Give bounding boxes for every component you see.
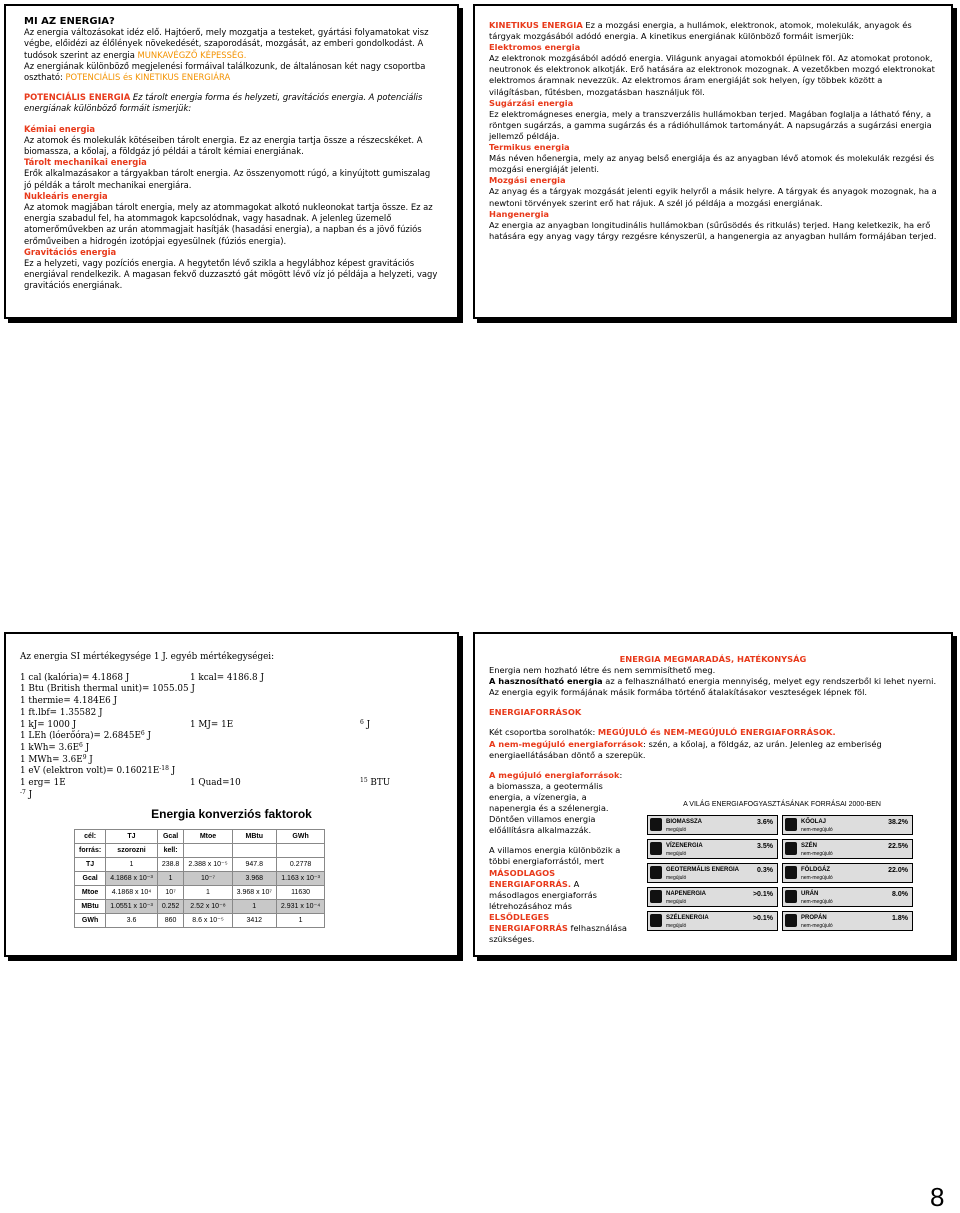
gravitational-heading: Gravitációs energia bbox=[24, 246, 117, 257]
thermal-heading: Termikus energia bbox=[489, 142, 570, 153]
table-cell: GWh bbox=[75, 914, 106, 928]
table-cell bbox=[232, 844, 276, 858]
panel-energy-sources bbox=[473, 632, 953, 957]
unit-mj: 1 MJ= 1E $^6$ J bbox=[190, 718, 371, 730]
table-row bbox=[75, 872, 325, 886]
table-cell: 1 bbox=[157, 872, 184, 886]
source-type: megújuló bbox=[666, 827, 687, 834]
table-cell: 1 bbox=[276, 914, 324, 928]
table-cell: 2.52 x 10⁻⁸ bbox=[184, 900, 232, 914]
unit-ev: 1 eV (elektron volt)= $0.16021E^{-18}$ J bbox=[20, 765, 176, 777]
chemical-heading: Kémiai energia bbox=[24, 123, 96, 134]
source-type: megújuló bbox=[666, 851, 687, 858]
table-cell: 860 bbox=[157, 914, 184, 928]
electric-text: Az elektronok mozgásából adódó energia. Világunk anyagai atomokból épülnek föl. Az atomokat protonok, neutronok és elektronok alkotják. Erő hatására az elektronok mozognak. A vezetőkben mozgó elektronokat elektromos áramnak nevezzük. Az elektromos áram energiáját sok helyen, így többek között a világításban, fűtésben, mozgatásban használjuk föl. bbox=[489, 53, 935, 97]
table-cell: Gcal bbox=[75, 872, 106, 886]
source-bar bbox=[782, 911, 913, 931]
table-cell bbox=[276, 844, 324, 858]
intro-text-2: Az energiának különböző megjelenési formáival találkozunk, de általánosan két nagy csoportba osztható: bbox=[24, 60, 426, 83]
radiation-text: Ez elektromágneses energia, mely a transzverzális hullámokban terjed. Magában foglalja a látható fény, a röntgen sugárzás, a gamma sugárzás és a rádióhullámok tartományát. A napsugárzás a sugárzási energia jellemző példája. bbox=[489, 108, 932, 141]
source-type: nem-megújuló bbox=[801, 875, 833, 882]
potential-paragraph bbox=[24, 92, 439, 114]
intro-text: Az energia változásokat idéz elő. Hajtóerő, mely mozgatja a testeket, gyártási folyamatokat visz végbe, előidézi az élőlények növekedését, szaporodását, mozgását, az emberi gondolkodást. A tudósok szerint az energia bbox=[24, 27, 429, 60]
source-bar bbox=[647, 887, 778, 907]
source-name: SZÉN bbox=[801, 843, 818, 850]
thermal-text: Más néven hőenergia, mely az anyag belső energiája és az anyagban lévő atomok és molekulák rezgési és mozgási energiáját jelenti. bbox=[489, 153, 935, 175]
table-row bbox=[75, 886, 325, 900]
table-cell: 1 bbox=[232, 900, 276, 914]
source-icon bbox=[650, 818, 662, 831]
two-groups-text: Két csoportba sorolhatók: MEGÚJULÓ és NEM-MEGÚJULÓ ENERGIAFORRÁSOK. bbox=[489, 727, 836, 738]
source-type: nem-megújuló bbox=[801, 827, 833, 834]
table-cell: 10⁷ bbox=[157, 886, 184, 900]
table-cell: Gcal bbox=[157, 830, 184, 844]
nuclear-heading: Nukleáris energia bbox=[24, 190, 108, 201]
usable-energy-text: A hasznosítható energia az a felhasználható energia mennyiség, melyet egy rendszerből ki lehet nyerni. Az energia egyik formájának másik formába történő átalakításakor veszteségek lépnek föl. bbox=[489, 676, 937, 698]
table-cell: 0.2778 bbox=[276, 858, 324, 872]
chart-title: A VILÁG ENERGIAFOGYASZTÁSÁNAK FORRÁSAI 2000-BEN bbox=[683, 801, 881, 808]
nonrenewable-text: A nem-megújuló energiaforrások: szén, a kőolaj, a földgáz, az urán. Jelenleg az emberiség energiaellátásában döntő a szerepük. bbox=[489, 738, 882, 760]
table-cell: 1 bbox=[106, 858, 158, 872]
source-percent: >0.1% bbox=[752, 891, 773, 899]
table-cell: 11630 bbox=[276, 886, 324, 900]
potential-text: Ez tárolt energia forma és helyzeti, gravitációs energia. A potenciális energiának különböző formáit ismerjük: bbox=[24, 92, 423, 114]
renewable-text: A megújuló energiaforrások: a biomassza, a geotermális energia, a vízenergia, a napenergia és a szélenergia. Döntően villamos energia előállításra alkalmazzák. bbox=[489, 769, 623, 836]
table-cell: 3.968 bbox=[232, 872, 276, 886]
source-name: PROPÁN bbox=[801, 915, 827, 922]
source-percent: 3.5% bbox=[757, 843, 773, 851]
source-percent: 8.0% bbox=[892, 891, 908, 899]
table-cell: TJ bbox=[106, 830, 158, 844]
mechanical-heading: Tárolt mechanikai energia bbox=[24, 157, 147, 168]
table-cell: 2.388 x 10⁻⁵ bbox=[184, 858, 232, 872]
conservation-text: Energia nem hozható létre és nem semmisíthető meg. bbox=[489, 665, 716, 676]
source-name: VÍZENERGIA bbox=[666, 843, 703, 850]
source-bar bbox=[647, 911, 778, 931]
table-cell: Mtoe bbox=[75, 886, 106, 900]
source-type: megújuló bbox=[666, 923, 687, 930]
source-percent: 0.3% bbox=[757, 867, 773, 875]
conversion-table bbox=[74, 829, 325, 928]
unit-ftlbf: 1 ft.lbf= 1.35582 J bbox=[20, 707, 103, 718]
intro-paragraph-2 bbox=[24, 61, 439, 83]
chemical-text: Az atomok és molekulák kötéseiben tárolt energia. Ez az energia tartja össze a részecskéket. A biomassza, a kőolaj, a földgáz jó példái a tárolt kémiai energiának. bbox=[24, 134, 423, 157]
source-type: nem-megújuló bbox=[801, 899, 833, 906]
source-type: nem-megújuló bbox=[801, 923, 833, 930]
unit-kj: 1 kJ= 1000 J bbox=[20, 719, 77, 730]
kinetic-heading: KINETIKUS ENERGIA bbox=[489, 20, 583, 30]
source-bar bbox=[647, 839, 778, 859]
table-cell: 10⁻⁷ bbox=[184, 872, 232, 886]
table-cell: 2.931 x 10⁻⁴ bbox=[276, 900, 324, 914]
table-cell: 947.8 bbox=[232, 858, 276, 872]
electricity-text: A villamos energia különbözik a többi energiaforrástól, mert MÁSODLAGOS ENERGIAFORRÁS. A másodlagos energiaforrás létrehozásához más ELSŐDLEGES ENERGIAFORRÁS felhasználása szükséges. bbox=[489, 845, 628, 945]
unit-thermie: 1 thermie= 4.184E6 J bbox=[20, 696, 118, 707]
table-cell: kell: bbox=[157, 844, 184, 858]
source-bar bbox=[782, 887, 913, 907]
consumption-chart bbox=[647, 799, 917, 935]
source-percent: 22.5% bbox=[888, 843, 908, 851]
page-number: 8 bbox=[930, 1182, 945, 1212]
renewable-column bbox=[647, 815, 778, 935]
source-percent: >0.1% bbox=[752, 915, 773, 923]
source-icon bbox=[650, 866, 662, 879]
kinetic-paragraph bbox=[489, 20, 937, 42]
source-bar bbox=[647, 815, 778, 835]
unit-line bbox=[20, 673, 443, 685]
kinetic-text: Ez a mozgási energia, a hullámok, elektronok, atomok, molekulák, anyagok és tárgyak mozgásából adódó energia. A kinetikus energiának különböző formáit ismerjük: bbox=[489, 20, 912, 42]
source-icon bbox=[785, 890, 797, 903]
nonrenewable-column bbox=[782, 815, 913, 935]
source-icon bbox=[785, 914, 797, 927]
table-cell: szorozni bbox=[106, 844, 158, 858]
source-icon bbox=[785, 866, 797, 879]
unit-cal: 1 cal (kalória)= 4.1868 J bbox=[20, 672, 130, 683]
unit-btu: 1 Btu (British thermal unit)= 1055.05 J bbox=[20, 684, 195, 695]
unit-kcal: 1 kcal= 4186.8 J bbox=[190, 672, 264, 683]
source-icon bbox=[650, 890, 662, 903]
source-type: megújuló bbox=[666, 875, 687, 882]
sources-heading: ENERGIAFORRÁSOK bbox=[489, 707, 582, 718]
source-bar bbox=[782, 815, 913, 835]
source-percent: 38.2% bbox=[888, 819, 908, 827]
source-percent: 1.8% bbox=[892, 915, 908, 923]
source-name: KŐOLAJ bbox=[801, 819, 827, 826]
units-intro: Az energia SI mértékegysége 1 J. egyéb mértékegységei: bbox=[20, 652, 275, 662]
intro-highlight: MUNKAVÉGZŐ KÉPESSÉG. bbox=[137, 49, 247, 60]
radiation-heading: Sugárzási energia bbox=[489, 97, 574, 108]
source-bar bbox=[782, 839, 913, 859]
table-cell: GWh bbox=[276, 830, 324, 844]
conservation-heading: ENERGIA MEGMARADÁS, HATÉKONYSÁG bbox=[619, 654, 807, 664]
source-type: megújuló bbox=[666, 899, 687, 906]
sound-text: Az energia az anyagban longitudinális hullámokban (sűrűsödés és ritkulás) terjed. Hang keletkezik, ha erő hatására egy anyag vagy tárgy rezgésre kényszerül, a hangenergia az anyagban hullám formájában terjed. bbox=[489, 219, 937, 241]
source-icon bbox=[650, 842, 662, 855]
gravitational-text: Ez a helyzeti, vagy pozíciós energia. A hegytetőn lévő szikla a hegylábhoz képest gravitációs energiával rendelkezik. A magasan fekvő duzzasztó gát mögött lévő víz jó példája a helyzeti, vagy gravitációs energiának. bbox=[24, 258, 438, 291]
table-cell: 4.1868 x 10⁴ bbox=[106, 886, 158, 900]
table-cell: 3.6 bbox=[106, 914, 158, 928]
unit-quad: 1 Quad=10 $^{15}$ BTU bbox=[190, 777, 391, 789]
unit-line bbox=[20, 720, 443, 732]
table-row bbox=[75, 858, 325, 872]
conversion-table-title: Energia konverziós faktorok bbox=[151, 807, 312, 822]
source-name: NAPENERGIA bbox=[666, 891, 707, 898]
unit-mwh: 1 $MWh= 3.6E^9$ J bbox=[20, 753, 93, 765]
unit-leh: 1 LEh (lóerőóra)= $2.6845E^6$ J bbox=[20, 730, 152, 742]
table-cell: 1.0551 x 10⁻³ bbox=[106, 900, 158, 914]
source-percent: 22.0% bbox=[888, 867, 908, 875]
page-title: MI AZ ENERGIA? bbox=[24, 16, 115, 27]
source-name: URÁN bbox=[801, 891, 819, 898]
table-cell: TJ bbox=[75, 858, 106, 872]
potential-heading: POTENCIÁLIS ENERGIA bbox=[24, 92, 131, 103]
source-icon bbox=[650, 914, 662, 927]
table-cell: Mtoe bbox=[184, 830, 232, 844]
unit-line bbox=[20, 778, 443, 801]
table-header-row bbox=[75, 830, 325, 844]
table-cell: 1 bbox=[184, 886, 232, 900]
table-cell: MBtu bbox=[232, 830, 276, 844]
electric-heading: Elektromos energia bbox=[489, 42, 581, 53]
source-name: GEOTERMÁLIS ENERGIA bbox=[666, 867, 740, 874]
source-percent: 3.6% bbox=[757, 819, 773, 827]
source-type: nem-megújuló bbox=[801, 851, 833, 858]
motion-heading: Mozgási energia bbox=[489, 175, 566, 186]
table-row bbox=[75, 914, 325, 928]
unit-kwh: 1 $kWh= 3.6E^6$ J bbox=[20, 741, 90, 753]
panel-kinetic-energy bbox=[473, 4, 953, 319]
panel-units bbox=[4, 632, 459, 957]
table-cell: 8.6 x 10⁻⁵ bbox=[184, 914, 232, 928]
table-cell: 4.1868 x 10⁻³ bbox=[106, 872, 158, 886]
panel-what-is-energy bbox=[4, 4, 459, 319]
table-cell: cél: bbox=[75, 830, 106, 844]
table-cell: forrás: bbox=[75, 844, 106, 858]
unit-erg: 1 $erg= 1E^{-7}$ J bbox=[20, 778, 66, 800]
table-cell: 238.8 bbox=[157, 858, 184, 872]
sound-heading: Hangenergia bbox=[489, 208, 550, 219]
mechanical-text: Erők alkalmazásakor a tárgyakban tárolt energia. Az összenyomott rúgó, a kinyújtott gumiszalag jó példák a tárolt mechanikai energiára. bbox=[24, 168, 431, 190]
table-cell bbox=[184, 844, 232, 858]
source-name: BIOMASSZA bbox=[666, 819, 702, 826]
table-cell: 0.252 bbox=[157, 900, 184, 914]
source-icon bbox=[785, 818, 797, 831]
renewable-block bbox=[489, 770, 629, 945]
table-row bbox=[75, 900, 325, 914]
table-cell: 3.968 x 10⁷ bbox=[232, 886, 276, 900]
intro-highlight-2: POTENCIÁLIS és KINETIKUS ENERGIÁRA bbox=[65, 72, 231, 83]
source-bar bbox=[647, 863, 778, 883]
motion-text: Az anyag és a tárgyak mozgását jelenti egyik helyről a másik helyre. A tárgyak és anyagok mozognak, ha a newtoni törvények szerint erő hat rájuk. A szél jó példája a mozgási energiának. bbox=[489, 186, 937, 208]
source-icon bbox=[785, 842, 797, 855]
table-cell: 3412 bbox=[232, 914, 276, 928]
table-cell: MBtu bbox=[75, 900, 106, 914]
source-name: FÖLDGÁZ bbox=[801, 867, 830, 874]
source-name: SZÉLENERGIA bbox=[666, 915, 709, 922]
source-bar bbox=[782, 863, 913, 883]
table-cell: 1.163 x 10⁻³ bbox=[276, 872, 324, 886]
nuclear-text: Az atomok magjában tárolt energia, mely az atommagokat alkotó nukleonokat tartja össze. Ez az energia szabadul fel, ha atommagok kapcsolódnak, vagy hasadnak. A jelenleg üzemelő atomerőművekben az urán atommagjait hasítják (hasadási energia), a napban és a jövő fúziós erőműveiben a hidrogén izotópjai egyesülnek (fúziós energia). bbox=[24, 202, 433, 246]
table-header-row bbox=[75, 844, 325, 858]
intro-paragraph bbox=[24, 27, 439, 61]
